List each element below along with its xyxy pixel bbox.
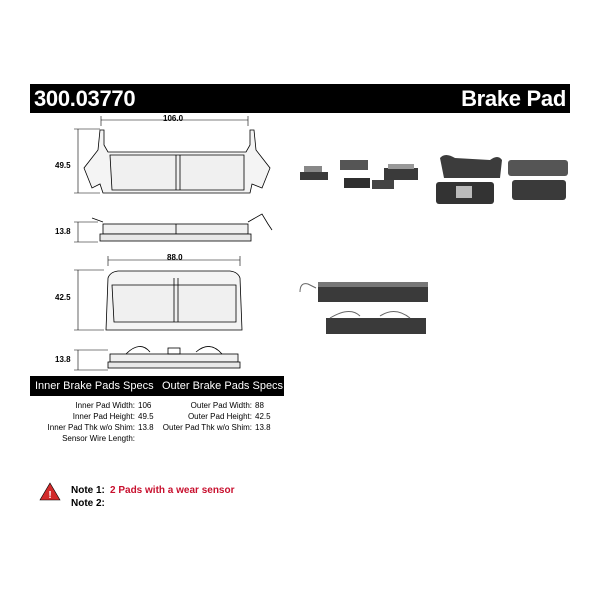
pad-photo-set-1 <box>300 160 418 189</box>
inner-width-label: 106.0 <box>163 114 184 123</box>
inner-height-label: 49.5 <box>55 161 71 170</box>
outer-spec-value: 42.5 <box>255 412 271 421</box>
inner-pad-side-drawing <box>74 214 272 242</box>
outer-specs-title: Outer Brake Pads Specs <box>162 380 284 392</box>
inner-spec-label: Inner Pad Height: <box>72 412 135 421</box>
pad-photo-set-2 <box>436 155 568 204</box>
outer-spec-label: Outer Pad Thk w/o Shim: <box>162 423 252 432</box>
inner-spec-label: Inner Pad Width: <box>75 401 135 410</box>
inner-spec-value: 49.5 <box>138 412 154 421</box>
inner-pad-front-drawing <box>74 116 270 193</box>
outer-spec-value: 13.8 <box>255 423 271 432</box>
outer-thickness-label: 13.8 <box>55 355 71 364</box>
outer-spec-value: 88 <box>255 401 264 410</box>
outer-height-label: 42.5 <box>55 293 71 302</box>
inner-spec-value: 106 <box>138 401 152 410</box>
inner-spec-value: 13.8 <box>138 423 154 432</box>
outer-pad-front-drawing <box>74 256 242 330</box>
inner-thickness-label: 13.8 <box>55 227 71 236</box>
product-type: Brake Pad <box>461 86 566 111</box>
inner-spec-label: Inner Pad Thk w/o Shim: <box>47 423 135 432</box>
note-label: Note 2: <box>71 498 105 509</box>
outer-spec-label: Outer Pad Width: <box>190 401 252 410</box>
note-text: 2 Pads with a wear sensor <box>110 485 235 496</box>
svg-text:!: ! <box>48 490 52 501</box>
outer-width-label: 88.0 <box>167 253 183 262</box>
outer-spec-label: Outer Pad Height: <box>187 412 252 421</box>
part-number: 300.03770 <box>34 86 136 111</box>
inner-spec-label: Sensor Wire Length: <box>62 434 135 443</box>
pad-photo-set-3 <box>300 282 428 334</box>
warning-icon <box>40 483 60 501</box>
inner-specs-title: Inner Brake Pads Specs <box>35 380 154 392</box>
outer-pad-side-drawing <box>74 346 240 370</box>
note-label: Note 1: <box>71 485 105 496</box>
